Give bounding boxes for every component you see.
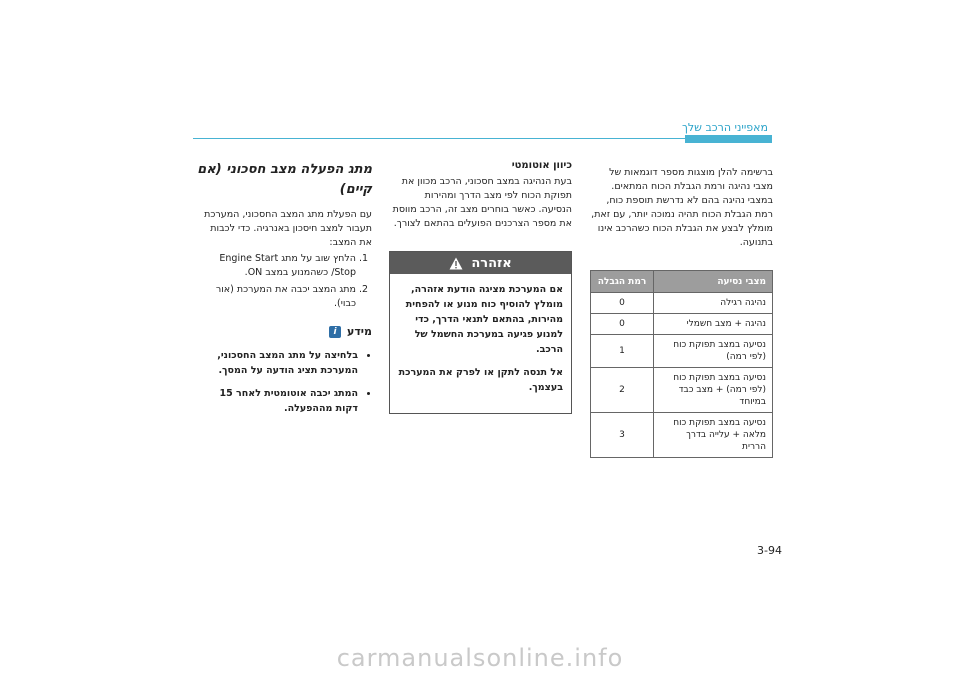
list-item: • בלחיצה על מתג המצב החסכוני, המערכת תציג הודעה על המסך. [195,348,358,378]
info-notes-list [195,348,372,416]
right-intro-text: ברשימה להלן מוצגות מספר דוגמאות של מצבי נהיגה ורמת הגבלת הכוח המתאים. במצבי נהיגה בהם לא נדרשת תוספת כוח, רמת הגבלת הכוח תהיה נמוכה יותר, עם זאת, מומלץ לבצע את הגבלת הכוח כשהרכב אינו בתנועה. [591,167,773,248]
warning-title: אזהרה [471,255,512,271]
table-cell-level: 0 [591,314,654,335]
table-cell-level: 2 [591,368,654,413]
drive-modes-table [590,270,773,458]
table-cell-mode: נהיגה רגילה [654,293,773,314]
list-item: • המתג יכבה אוטומטית לאחר 15 דקות מההפעלה. [195,386,358,416]
steps-list [195,252,372,311]
warning-body [390,274,571,413]
middle-column [389,160,572,414]
warning-header [390,252,571,274]
table-row [591,314,773,335]
table-header-mode: מצבי נסיעה [654,271,773,293]
table-cell-level: 0 [591,293,654,314]
warning-paragraph: אל תנסה לתקן או לפרק את המערכת בעצמך. [398,367,563,393]
list-item: 2. מתג המצב יכבה את המערכת (אור כבוי). [195,283,356,311]
list-item: 1. הלחץ שוב על מתג Engine Start /Stop כשהמנוע במצב ON. [195,252,356,280]
info-icon: i [329,326,341,338]
eco-switch-heading: מתג הפעלה מצב חסכוני (אם קיים) [197,162,372,197]
auto-adjust-text: בעת הנהיגה במצב חסכוני, הרכב מכוון את תפוקת הכוח לפי מצב הדרך ומהירות הנסיעה. כאשר בוחרים מצב זה, הרכב מווסת את מספר הצרכנים הפועלים בהתאם לצורך. [392,176,572,229]
header-title: מאפייני הרכב שלך [682,121,768,134]
right-column [590,166,773,458]
table-row [591,413,773,458]
page-number: 3-94 [757,544,782,557]
table-cell-level: 3 [591,413,654,458]
auto-adjust-heading: כיוון אוטומטי [511,160,572,171]
table-cell-level: 1 [591,335,654,368]
header-accent-bar [685,135,772,143]
table-row [591,368,773,413]
info-note-header [195,325,372,338]
table-cell-mode: נסיעה במצב תפוקת כוח (לפי רמה) + מצב כבד במיוחד [654,368,773,413]
table-cell-mode: נסיעה במצב תפוקת כוח (לפי רמה) [654,335,773,368]
info-note-title: מידע [347,325,372,338]
warning-triangle-icon [449,257,463,270]
table-header-level: רמת הגבלה [591,271,654,293]
table-cell-mode: נסיעה במצב תפוקת כוח מלאה + עלייה בדרך הררית [654,413,773,458]
warning-box [389,251,572,414]
warning-paragraph: אם המערכת מציגה הודעת אזהרה, מומלץ להוסיף כוח מנוע או להפחית מהירות, בהתאם לתנאי הדרך, כדי למנוע פגיעה במערכת החשמל של הרכב. [405,284,563,355]
table-cell-mode: נהיגה + מצב חשמלי [654,314,773,335]
table-row [591,335,773,368]
table-row [591,293,773,314]
watermark: carmanualsonline.info [336,644,624,672]
left-column [195,160,372,424]
eco-switch-intro: עם הפעלת מתג המצב החסכוני, המערכת תעבור למצב חיסכון באנרגיה. כדי לכבות את המצב: [204,209,372,248]
